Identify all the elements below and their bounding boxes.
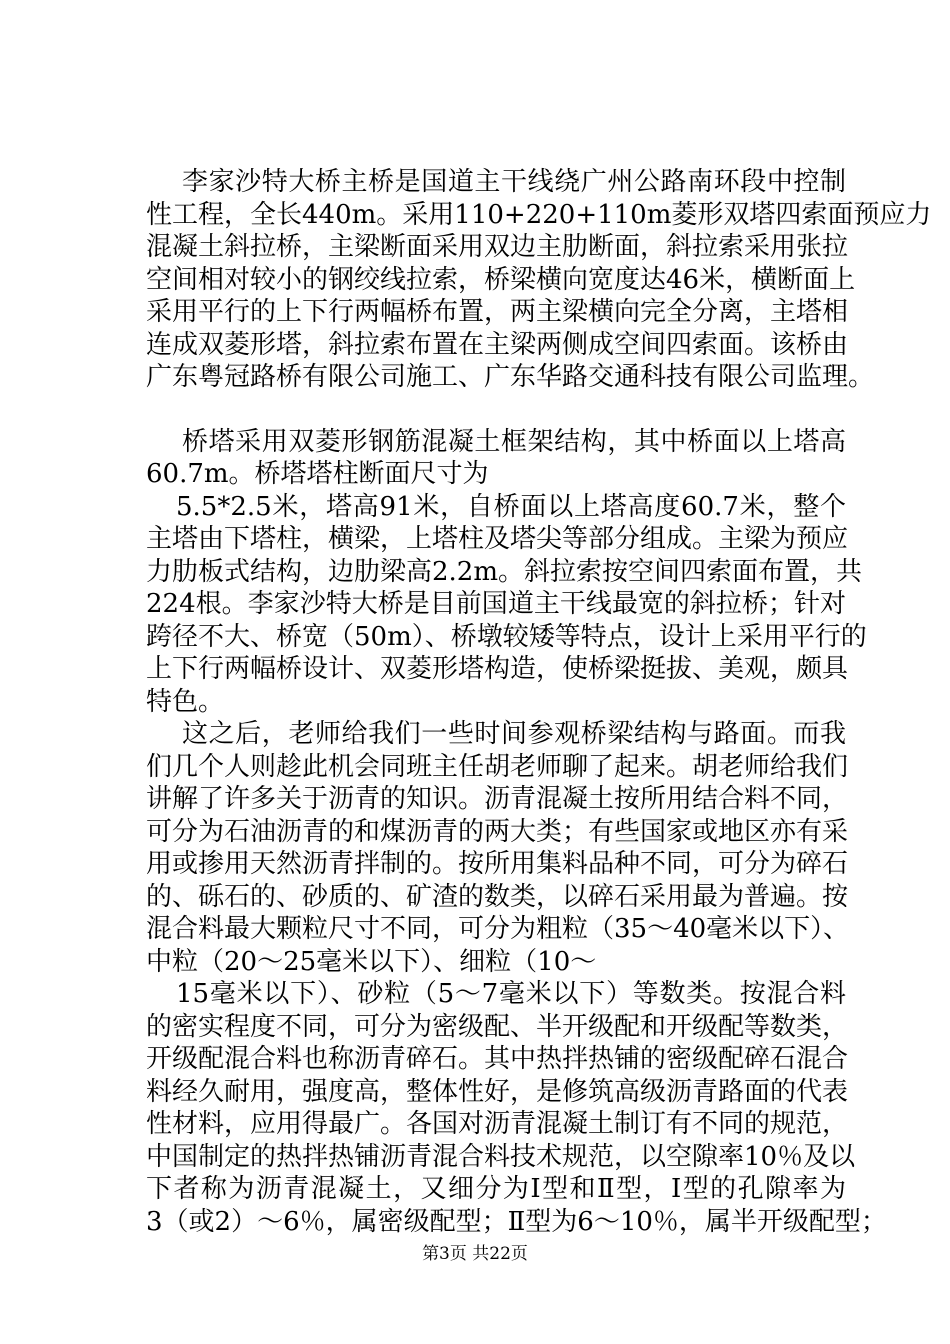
text-line: 开级配混合料也称沥青碎石。其中热拌热铺的密级配碎石混合	[146, 1044, 849, 1074]
text-line: 们几个人则趁此机会同班主任胡老师聊了起来。胡老师给我们	[146, 751, 849, 782]
body-text	[146, 166, 932, 1238]
paragraph-tower-dimensions	[146, 491, 867, 719]
text-line: 下者称为沥青混凝土，又细分为Ⅰ型和Ⅱ型，Ⅰ型的孔隙率为	[146, 1174, 846, 1204]
text-line: 采用平行的上下行两幅桥布置，两主梁横向完全分离，主塔相	[146, 297, 849, 327]
text-line: 混凝土斜拉桥，主梁断面采用双边主肋断面，斜拉索采用张拉	[146, 232, 849, 262]
text-line: 李家沙特大桥主桥是国道主干线绕广州公路南环段中控制	[182, 167, 846, 197]
text-line: 特色。	[146, 686, 225, 717]
text-line: 中国制定的热拌热铺沥青混合料技术规范，以空隙率10％及以	[146, 1141, 856, 1172]
text-line: 性材料，应用得最广。各国对沥青混凝土制订有不同的规范，	[146, 1109, 849, 1139]
text-line: 可分为石油沥青的和煤沥青的两大类；有些国家或地区亦有采	[146, 816, 849, 847]
text-line: 用或掺用天然沥青拌制的。按所用集料品种不同，可分为碎石	[146, 849, 849, 879]
text-line: 15毫米以下）、砂粒（5～7毫米以下）等数类。按混合料	[176, 979, 846, 1009]
text-line: 60.7m。桥塔塔柱断面尺寸为	[146, 459, 489, 489]
paragraph-gap	[146, 394, 846, 426]
text-line: 连成双菱形塔，斜拉索布置在主梁两侧成空间四索面。该桥由	[146, 329, 849, 360]
text-line: 跨径不大、桥宽（50m）、桥墩较矮等特点，设计上采用平行的	[146, 621, 867, 652]
text-line: 料经久耐用，强度高，整体性好，是修筑高级沥青路面的代表	[146, 1076, 849, 1107]
text-line: 桥塔采用双菱形钢筋混凝土框架结构，其中桥面以上塔高	[182, 426, 846, 457]
text-line: 空间相对较小的钢绞线拉索，桥梁横向宽度达46米，横断面上	[146, 264, 856, 295]
text-line: 224根。李家沙特大桥是目前国道主干线最宽的斜拉桥；针对	[146, 589, 846, 619]
text-line: 性工程，全长440m。采用110+220+110m菱形双塔四索面预应力	[146, 199, 932, 230]
text-line: 混合料最大颗粒尺寸不同，可分为粗粒（35～40毫米以下）、	[146, 914, 850, 944]
paragraph-asphalt-knowledge	[146, 718, 850, 978]
text-line: 力肋板式结构，边肋梁高2.2m。斜拉索按空间四索面布置，共	[146, 556, 863, 587]
text-line: 主塔由下塔柱，横梁，上塔柱及塔尖等部分组成。主梁为预应	[146, 524, 849, 554]
paragraph-asphalt-grading	[146, 978, 887, 1238]
text-line: 3（或2）～6％，属密级配型；Ⅱ型为6～10％，属半开级配型；	[146, 1206, 887, 1237]
paragraph-bridge-intro	[146, 166, 932, 394]
page-footer: 第3页 共22页	[422, 1244, 528, 1264]
text-line: 的密实程度不同，可分为密级配、半开级配和开级配等数类，	[146, 1011, 849, 1042]
paragraph-tower-structure	[146, 426, 846, 491]
text-line: 的、砾石的、砂质的、矿渣的数类，以碎石采用最为普遍。按	[146, 881, 849, 912]
text-line: 5.5*2.5米，塔高91米，自桥面以上塔高度60.7米，整个	[176, 491, 846, 522]
text-line: 中粒（20～25毫米以下）、细粒（10～	[146, 946, 597, 977]
text-line: 广东粤冠路桥有限公司施工、广东华路交通科技有限公司监理。	[146, 362, 875, 392]
text-line: 上下行两幅桥设计、双菱形塔构造，使桥梁挺拔、美观，颇具	[146, 654, 849, 684]
text-line: 讲解了许多关于沥青的知识。沥青混凝土按所用结合料不同，	[146, 784, 849, 814]
text-line: 这之后，老师给我们一些时间参观桥梁结构与路面。而我	[182, 719, 846, 749]
